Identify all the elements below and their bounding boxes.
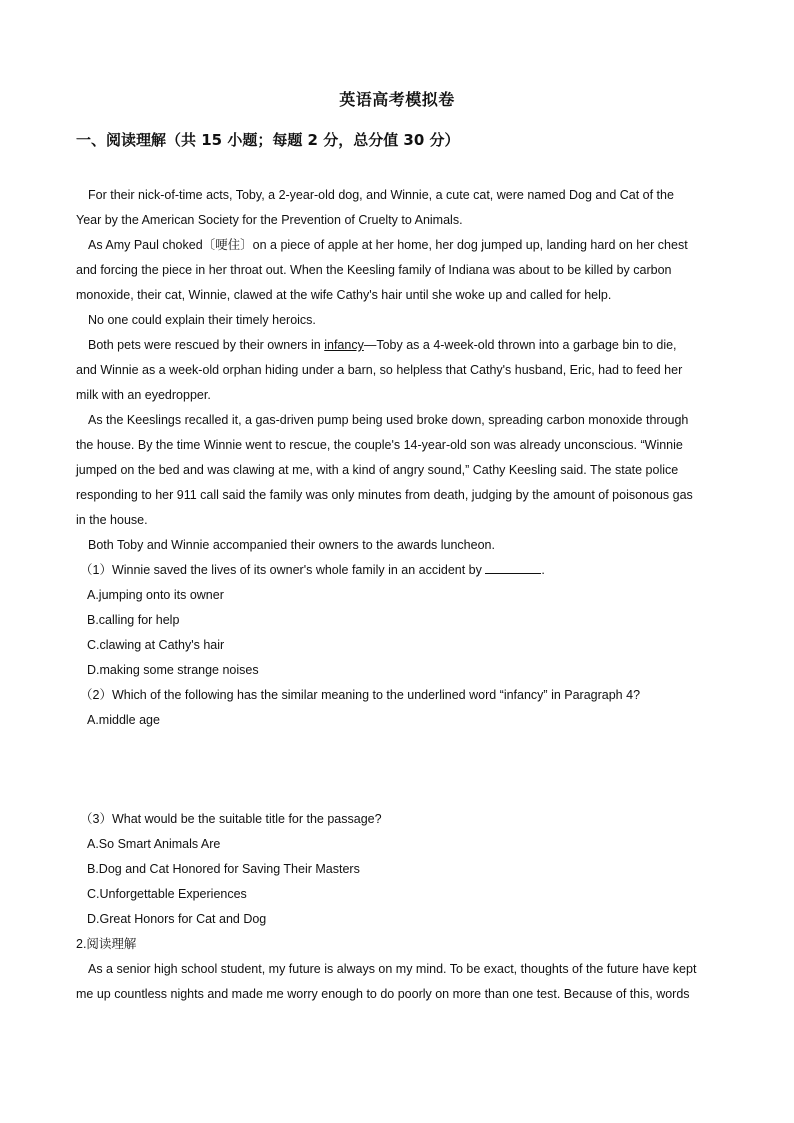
passage-line: jumped on the bed and was clawing at me, with a kind of angry sound,” Cathy Keesling said. The state police	[76, 463, 679, 477]
passage-line: responding to her 911 call said the family was only minutes from death, judging by the amount of poisonous gas	[76, 488, 693, 502]
answer-option: D.Great Honors for Cat and Dog	[87, 912, 267, 926]
passage-line: As Amy Paul choked〔哽住〕on a piece of apple at her home, her dog jumped up, landing hard on her chest	[88, 238, 688, 252]
passage-line: in the house.	[76, 513, 148, 527]
answer-option: A.middle age	[87, 713, 160, 727]
question-stem	[80, 562, 545, 578]
question-text: （1）Winnie saved the lives of its owner's whole family in an accident by	[80, 563, 486, 577]
page-title: 英语高考模拟卷	[339, 90, 455, 109]
passage-line: monoxide, their cat, Winnie, clawed at the wife Cathy's hair until she woke up and called for help.	[76, 288, 612, 302]
question-stem: （3）What would be the suitable title for the passage?	[80, 812, 382, 826]
passage-line: and forcing the piece in her throat out. When the Keesling family of Indiana was about to be killed by carbon	[76, 263, 672, 277]
passage-line: the house. By the time Winnie went to rescue, the couple's 14-year-old son was already unconscious. “Winnie	[76, 438, 683, 452]
passage-line: Year by the American Society for the Prevention of Cruelty to Animals.	[76, 213, 463, 227]
passage-line: As a senior high school student, my future is always on my mind. To be exact, thoughts of the future have kept	[88, 962, 697, 976]
passage-line	[88, 337, 677, 353]
passage-line: Both Toby and Winnie accompanied their owners to the awards luncheon.	[88, 538, 495, 552]
question-stem: （2）Which of the following has the similar meaning to the underlined word “infancy” in Paragraph 4?	[80, 688, 641, 702]
answer-option: A.jumping onto its owner	[87, 588, 224, 602]
answer-option: B.Dog and Cat Honored for Saving Their Masters	[87, 862, 360, 876]
passage-line: milk with an eyedropper.	[76, 388, 211, 402]
passage-text: —Toby as a 4-week-old thrown into a garbage bin to die,	[363, 338, 677, 352]
answer-option: A.So Smart Animals Are	[87, 837, 221, 851]
answer-option: C.clawing at Cathy's hair	[87, 638, 225, 652]
answer-option: C.Unforgettable Experiences	[87, 887, 247, 901]
section-heading: 一、阅读理解（共 15 小题；每题 2 分，总分值 30 分）	[76, 131, 460, 149]
question-text: .	[541, 563, 545, 577]
passage-line: and Winnie as a week-old orphan hiding under a barn, so helpless that Cathy's husband, Eric, had to feed her	[76, 363, 683, 377]
underlined-word: infancy	[324, 338, 364, 352]
answer-blank	[485, 562, 541, 574]
passage-line: As the Keeslings recalled it, a gas-driven pump being used broke down, spreading carbon monoxide through	[88, 413, 689, 427]
passage-line: No one could explain their timely heroics.	[88, 313, 316, 327]
passage2-heading: 2.阅读理解	[76, 937, 137, 951]
passage-line: me up countless nights and made me worry enough to do poorly on more than one test. Because of this, words	[76, 987, 690, 1001]
passage-text: Both pets were rescued by their owners in	[88, 338, 325, 352]
answer-option: D.making some strange noises	[87, 663, 259, 677]
answer-option: B.calling for help	[87, 613, 180, 627]
passage-line: For their nick-of-time acts, Toby, a 2-year-old dog, and Winnie, a cute cat, were named Dog and Cat of the	[88, 188, 674, 202]
